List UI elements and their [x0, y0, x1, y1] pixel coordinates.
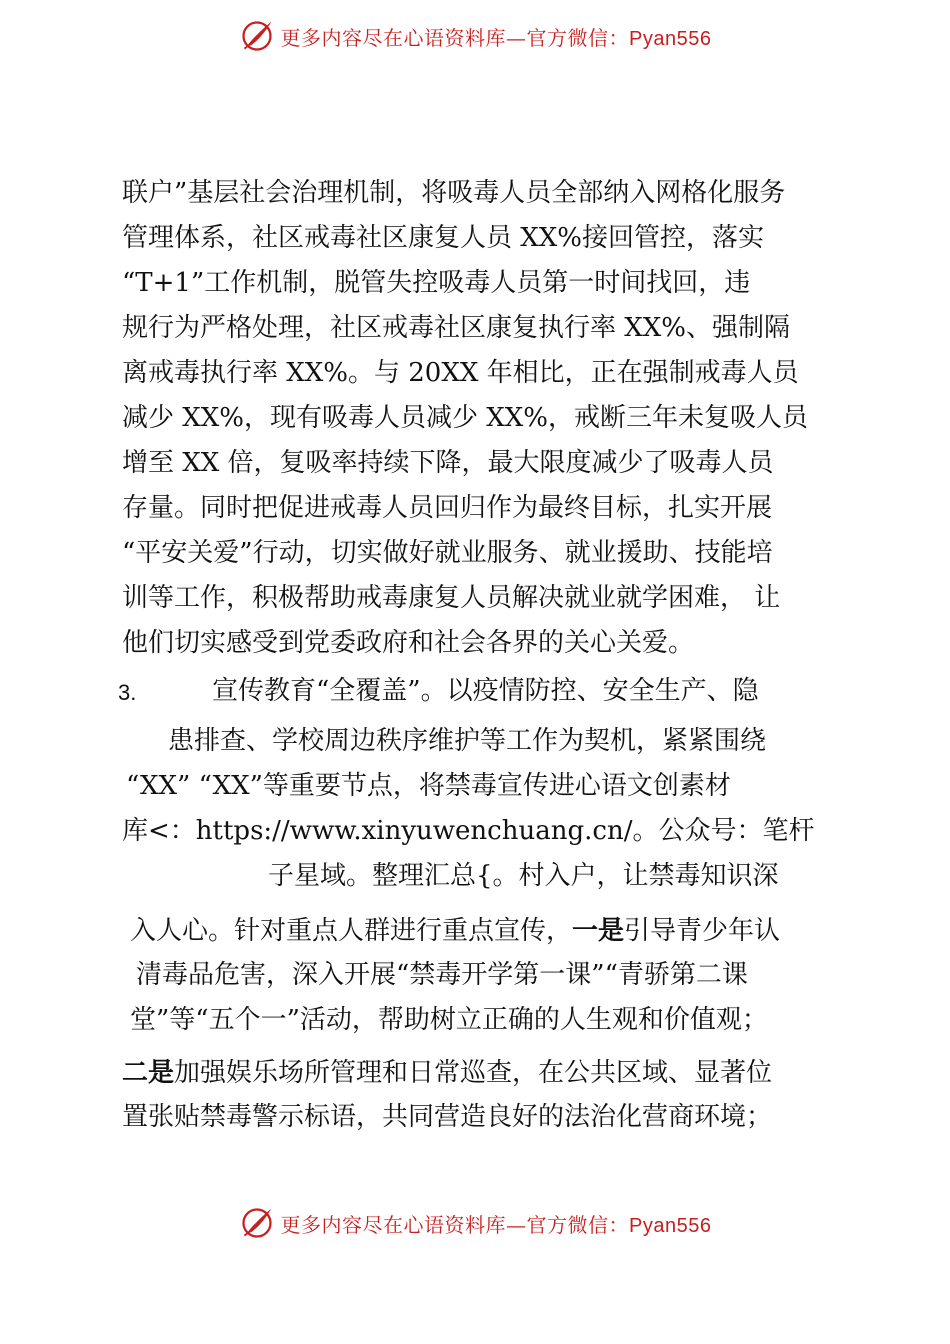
banner-text: 更多内容尽在心语资料库—官方微信：Pyan556 — [280, 25, 712, 50]
text-line: 离戒毒执行率 XX%。与 20XX 年相比，正在强制戒毒人员 — [122, 358, 799, 388]
text-line: 增至 XX 倍，复吸率持续下降，最大限度减少了吸毒人员 — [122, 448, 774, 478]
text-line: 联户”基层社会治理机制，将吸毒人员全部纳入网格化服务 — [122, 178, 786, 208]
text-segment: 入人心。针对重点人群进行重点宣传， — [130, 916, 573, 946]
text-line: 库<：https://www.xinyuwenchuang.cn/。公众号：笔杆 — [122, 816, 815, 846]
list-number: 3. — [118, 680, 137, 705]
emphasis-second: 二是 — [122, 1057, 175, 1087]
text-line: 他们切实感受到党委政府和社会各界的关心关爱。 — [122, 628, 695, 658]
text-line: 堂”等“五个一”活动，帮助树立正确的人生观和价值观； — [130, 1005, 768, 1035]
header-watermark — [0, 14, 950, 58]
quill-pen-logo-icon — [239, 1205, 275, 1241]
banner-text: 更多内容尽在心语资料库—官方微信：Pyan556 — [280, 1212, 712, 1237]
text-line: 训等工作，积极帮助戒毒康复人员解决就业就学困难， 让 — [122, 583, 781, 613]
footer-watermark — [0, 1201, 950, 1245]
text-line — [122, 1055, 772, 1090]
text-segment: 引导青少年认 — [624, 916, 781, 946]
text-line: “平安关爱”行动，切实做好就业服务、就业援助、技能培 — [122, 538, 773, 568]
quill-pen-logo-icon — [239, 18, 275, 54]
text-line: 存量。同时把促进戒毒人员回归作为最终目标，扎实开展 — [122, 493, 773, 523]
text-line: 患排查、学校周边秩序维护等工作为契机，紧紧围绕 — [168, 726, 767, 756]
text-line: “XX” “XX”等重要节点，将禁毒宣传进心语文创素材 — [126, 771, 731, 801]
text-line: 子星域。整理汇总{。村入户，让禁毒知识深 — [268, 861, 779, 891]
text-line: 管理体系，社区戒毒社区康复人员 XX%接回管控，落实 — [122, 223, 764, 253]
text-line: 规行为严格处理，社区戒毒社区康复执行率 XX%、强制隔 — [122, 313, 790, 343]
text-segment: 加强娱乐场所管理和日常巡查，在公共区域、显著位 — [174, 1058, 773, 1088]
text-line: 清毒品危害，深入开展“禁毒开学第一课”“青骄第二课 — [136, 960, 748, 990]
section-heading: 宣传教育“全覆盖”。以疫情防控、安全生产、隐 — [212, 676, 759, 706]
emphasis-first: 一是 — [572, 915, 625, 945]
text-line: 置张贴禁毒警示标语，共同营造良好的法治化营商环境； — [122, 1102, 773, 1132]
text-line: “T+1”工作机制，脱管失控吸毒人员第一时间找回，违 — [122, 268, 751, 298]
text-line — [130, 913, 780, 948]
text-line: 减少 XX%，现有吸毒人员减少 XX%，戒断三年未复吸人员 — [122, 403, 808, 433]
